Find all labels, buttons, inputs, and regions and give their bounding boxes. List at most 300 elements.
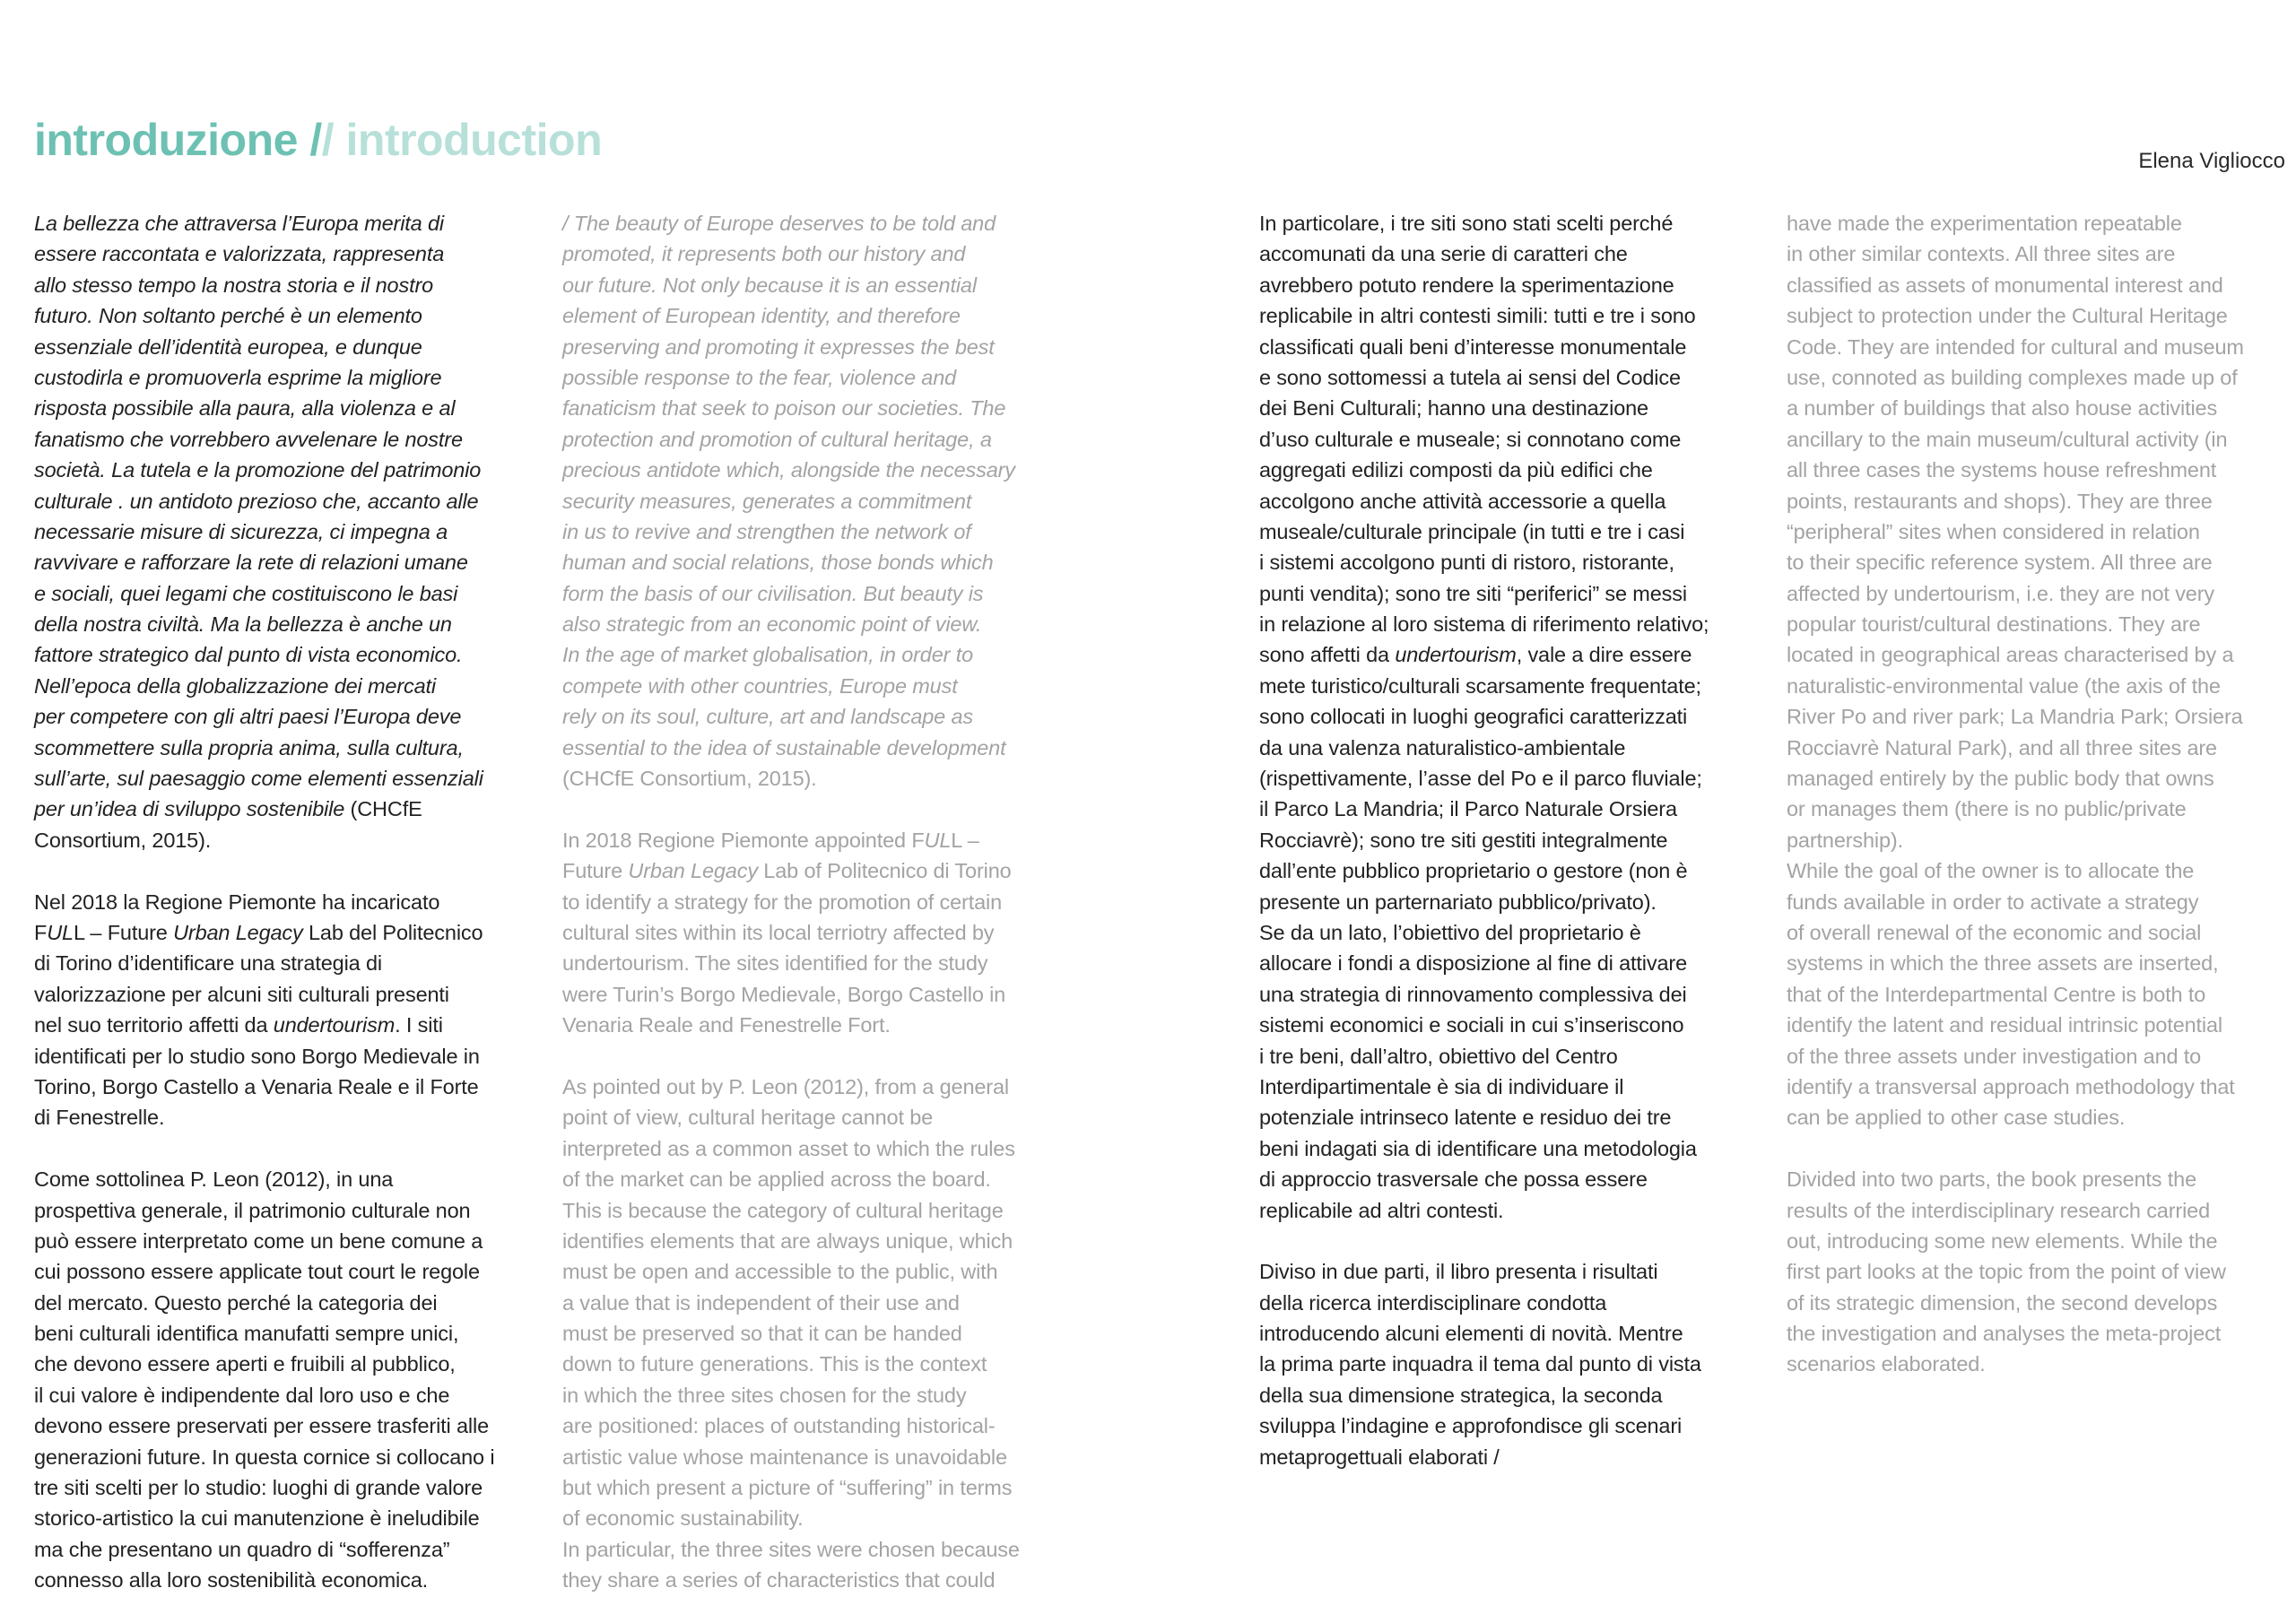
text-line <box>34 1041 494 1072</box>
text-line <box>34 887 494 917</box>
italic-text: scommettere sulla propria anima, sulla cultura, <box>34 735 464 759</box>
text-line <box>1787 547 2244 577</box>
text-span: have made the experimentation repeatable <box>1787 212 2182 235</box>
text-line <box>34 455 494 485</box>
text-line <box>1259 393 1709 423</box>
text-line <box>1259 1133 1709 1164</box>
text-span: identificati per lo studio sono Borgo Medievale in <box>34 1044 480 1068</box>
text-span: While the goal of the owner is to allocate the <box>1787 859 2195 883</box>
italic-text: security measures, generates a commitment <box>562 489 972 513</box>
text-span: ancillary to the main museum/cultural activity (in <box>1787 427 2228 451</box>
text-span: tre siti scelti per lo studio: luoghi di grande valore <box>34 1476 483 1500</box>
text-line <box>562 362 1020 393</box>
italic-text: e sociali, quei legami che costituiscono le basi <box>34 581 458 605</box>
text-line <box>1259 763 1709 794</box>
text-line <box>1259 362 1709 393</box>
text-line <box>1787 1226 2244 1256</box>
text-span: prospettiva generale, il patrimonio culturale non <box>34 1198 471 1222</box>
text-span: . I siti <box>395 1013 443 1037</box>
text-line <box>34 639 494 670</box>
text-span: allocare i fondi a disposizione al fine di attivare <box>1259 951 1687 976</box>
column-italian-right <box>1259 208 1709 1472</box>
paragraph-break <box>34 1133 494 1164</box>
text-line <box>562 300 1020 331</box>
text-line <box>34 609 494 639</box>
italic-text: also strategic from an economic point of view. <box>562 612 982 637</box>
text-line <box>562 424 1020 455</box>
text-span: As pointed out by P. Leon (2012), from a general <box>562 1074 1009 1098</box>
text-span: undertourism. The sites identified for the study <box>562 951 988 976</box>
text-line <box>562 855 1020 886</box>
text-line <box>1259 270 1709 300</box>
text-span: una strategia di rinnovamento complessiva dei <box>1259 982 1687 1006</box>
italic-text: essential to the idea of sustainable development <box>562 735 1006 759</box>
text-span: sono collocati in luoghi geografici caratterizzati <box>1259 705 1688 729</box>
text-span: di Torino d’identificare una strategia di <box>34 951 382 976</box>
text-line <box>1259 300 1709 331</box>
text-span: In particular, the three sites were chosen because <box>562 1537 1020 1561</box>
text-span: accolgono anche attività accessorie a quella <box>1259 489 1666 513</box>
italic-text: element of European identity, and therefore <box>562 304 961 328</box>
text-line <box>1787 424 2244 455</box>
text-line <box>34 948 494 978</box>
title-english: / introduction <box>321 114 603 165</box>
text-line <box>1787 763 2244 794</box>
text-line <box>1259 701 1709 732</box>
text-line <box>562 671 1020 701</box>
italic-text: allo stesso tempo la nostra storia e il nostro <box>34 273 434 297</box>
text-line <box>34 1503 494 1533</box>
text-span: F <box>34 920 48 944</box>
text-span: River Po and river park; La Mandria Park; Orsiera <box>1787 705 2243 729</box>
text-line <box>1259 424 1709 455</box>
text-span: Diviso in due parti, il libro presenta i risultati <box>1259 1260 1658 1284</box>
text-line <box>1259 979 1709 1010</box>
text-span: classificati quali beni d’interesse monumentale <box>1259 334 1687 359</box>
italic-text: UL <box>47 920 74 944</box>
text-span: da una valenza naturalistico-ambientale <box>1259 735 1626 759</box>
text-line <box>562 1565 1020 1595</box>
text-span: ma che presentano un quadro di “sofferenza” <box>34 1537 450 1561</box>
text-line <box>562 979 1020 1010</box>
text-line <box>1787 701 2244 732</box>
text-span: cui possono essere applicate tout court le regole <box>34 1260 480 1284</box>
text-span: identifies elements that are always unique, which <box>562 1228 1013 1253</box>
text-span: (CHCfE <box>344 797 422 821</box>
text-span: of the three assets under investigation and to <box>1787 1044 2202 1068</box>
text-span: la prima parte inquadra il tema dal punto di vista <box>1259 1352 1701 1376</box>
text-line <box>1259 1164 1709 1194</box>
text-line <box>34 979 494 1010</box>
text-line <box>1259 855 1709 886</box>
text-line <box>1787 1318 2244 1349</box>
text-span: of economic sustainability. <box>562 1506 804 1531</box>
text-line <box>1787 239 2244 269</box>
paragraph-break <box>562 1041 1020 1072</box>
text-span: down to future generations. This is the context <box>562 1352 987 1376</box>
italic-text: In the age of market globalisation, in order to <box>562 643 974 667</box>
text-span: nel suo territorio affetti da <box>34 1013 274 1037</box>
text-span: d’uso culturale e museale; si connotano come <box>1259 427 1682 451</box>
text-line <box>1787 208 2244 239</box>
text-line <box>562 208 1020 239</box>
text-line <box>1259 1256 1709 1287</box>
italic-text: fanatismo che vorrebbero avvelenare le nostre <box>34 427 463 451</box>
text-span: avrebbero potuto rendere la sperimentazione <box>1259 273 1674 297</box>
text-line <box>34 578 494 609</box>
text-span: identify a transversal approach methodology that <box>1787 1074 2235 1098</box>
text-line <box>34 917 494 948</box>
text-span: are positioned: places of outstanding historical- <box>562 1414 996 1438</box>
italic-text: Nell’epoca della globalizzazione dei mercati <box>34 673 436 698</box>
text-line <box>34 1010 494 1040</box>
text-span: introducendo alcuni elementi di novità. Mentre <box>1259 1322 1683 1346</box>
text-span: beni culturali identifica manufatti sempre unici, <box>34 1322 459 1346</box>
text-line <box>34 701 494 732</box>
text-line <box>34 1102 494 1133</box>
text-span: accomunati da una serie di caratteri che <box>1259 242 1628 266</box>
text-line <box>562 1164 1020 1194</box>
text-line <box>1787 917 2244 948</box>
text-line <box>1787 794 2244 824</box>
text-span: first part looks at the topic from the point of view <box>1787 1260 2226 1284</box>
text-line <box>34 270 494 300</box>
text-span: they share a series of characteristics that could <box>562 1568 996 1593</box>
text-line <box>1787 1072 2244 1102</box>
text-span: mete turistico/culturali scarsamente frequentate; <box>1259 673 1701 698</box>
text-span: use, connoted as building complexes made up of <box>1787 365 2238 389</box>
page-title <box>34 113 602 167</box>
text-span: e sono sottomessi a tutela ai sensi del Codice <box>1259 365 1681 389</box>
text-span: replicabile ad altri contesti. <box>1259 1198 1504 1222</box>
text-span: dei Beni Culturali; hanno una destinazione <box>1259 396 1648 421</box>
text-line <box>1259 486 1709 516</box>
text-line <box>562 948 1020 978</box>
text-span: connesso alla loro sostenibilità economica. <box>34 1568 428 1593</box>
text-span: Interdipartimentale è sia di individuare il <box>1259 1074 1624 1098</box>
text-line <box>1259 887 1709 917</box>
text-span: out, introducing some new elements. While the <box>1787 1228 2218 1253</box>
text-span: partnership). <box>1787 828 1903 852</box>
text-span: located in geographical areas characterised by a <box>1787 643 2234 667</box>
text-line <box>34 516 494 547</box>
text-line <box>34 1534 494 1565</box>
text-span: identify the latent and residual intrinsic potential <box>1787 1013 2222 1037</box>
text-line <box>562 1256 1020 1287</box>
text-span: dall’ente pubblico proprietario o gestore (non è <box>1259 859 1688 883</box>
text-span: systems in which the three assets are inserted, <box>1787 951 2219 976</box>
italic-text: Urban Legacy <box>173 920 303 944</box>
italic-text: undertourism <box>1395 643 1517 667</box>
text-span: museale/culturale principale (in tutti e tre i casi <box>1259 519 1685 543</box>
text-line <box>1259 516 1709 547</box>
text-line <box>34 1318 494 1349</box>
text-span: i tre beni, dall’altro, obiettivo del Centro <box>1259 1044 1618 1068</box>
italic-text: rely on its soul, culture, art and landscape as <box>562 705 973 729</box>
text-line <box>1259 578 1709 609</box>
italic-text: custodirla e promuoverla esprime la migliore <box>34 365 442 389</box>
text-span: in which the three sites chosen for the study <box>562 1383 967 1407</box>
text-line <box>1787 887 2244 917</box>
text-line <box>562 609 1020 639</box>
text-span: del mercato. Questo perché la categoria dei <box>34 1290 438 1315</box>
text-line <box>1787 270 2244 300</box>
text-span: metaprogettuali elaborati / <box>1259 1445 1500 1469</box>
text-line <box>1787 1195 2244 1226</box>
text-span: all three cases the systems house refreshment <box>1787 458 2217 482</box>
text-line <box>562 1349 1020 1379</box>
text-line <box>1259 332 1709 362</box>
text-span: Divided into two parts, the book presents the <box>1787 1167 2196 1192</box>
text-span: della sua dimensione strategica, la seconda <box>1259 1383 1663 1407</box>
italic-text: risposta possibile alla paura, alla violenza e al <box>34 396 456 421</box>
text-line <box>562 1133 1020 1164</box>
text-span: il cui valore è indipendente dal loro uso e che <box>34 1383 450 1407</box>
text-line <box>1259 1318 1709 1349</box>
paragraph-break <box>1259 1226 1709 1256</box>
text-span: points, restaurants and shops). They are three <box>1787 489 2213 513</box>
text-span: Code. They are intended for cultural and museum <box>1787 334 2244 359</box>
italic-text: undertourism <box>273 1013 396 1037</box>
text-span: classified as assets of monumental interest and <box>1787 273 2223 297</box>
text-span: subject to protection under the Cultural Heritage <box>1787 304 2228 328</box>
text-line <box>1259 639 1709 670</box>
text-span: replicabile in altri contesti simili: tutti e tre i sono <box>1259 304 1696 328</box>
text-span: or manages them (there is no public/private <box>1787 797 2187 821</box>
text-line <box>1259 455 1709 485</box>
text-line <box>34 239 494 269</box>
italic-text: promoted, it represents both our history and <box>562 242 966 266</box>
text-line <box>34 1565 494 1595</box>
text-line <box>562 516 1020 547</box>
text-line <box>1787 578 2244 609</box>
text-line <box>34 763 494 794</box>
text-line <box>34 362 494 393</box>
text-line <box>34 300 494 331</box>
text-span: In 2018 Regione Piemonte appointed F <box>562 828 925 852</box>
text-line <box>562 239 1020 269</box>
text-line <box>562 270 1020 300</box>
text-span: sono affetti da <box>1259 643 1396 667</box>
text-line <box>34 547 494 577</box>
text-line <box>562 455 1020 485</box>
text-line <box>562 1442 1020 1472</box>
italic-text: human and social relations, those bonds which <box>562 551 994 575</box>
text-span: che devono essere aperti e fruibili al pubblico, <box>34 1352 456 1376</box>
paragraph-break <box>1787 1133 2244 1164</box>
text-span: storico-artistico la cui manutenzione è ineludibile <box>34 1506 480 1531</box>
italic-text: essenziale dell’identità europea, e dunque <box>34 334 422 359</box>
italic-text: our future. Not only because it is an essential <box>562 273 977 297</box>
italic-text: precious antidote which, alongside the necessary <box>562 458 1015 482</box>
text-span: punti vendita); sono tre siti “periferici” se messi <box>1259 581 1687 605</box>
text-line <box>562 763 1020 794</box>
text-span: Venaria Reale and Fenestrelle Fort. <box>562 1013 891 1037</box>
text-line <box>1259 671 1709 701</box>
text-line <box>1259 609 1709 639</box>
text-span: results of the interdisciplinary research carried <box>1787 1198 2210 1222</box>
title-italian: introduzione / <box>34 114 322 165</box>
text-span: può essere interpretato come un bene comune a <box>34 1228 483 1253</box>
column-english-left <box>562 208 1020 1596</box>
text-span: to their specific reference system. All three are <box>1787 551 2213 575</box>
text-span: (CHCfE Consortium, 2015). <box>562 767 817 791</box>
text-span: must be open and accessible to the public, with <box>562 1260 998 1284</box>
text-span: in relazione al loro sistema di riferimento relativo; <box>1259 612 1709 637</box>
italic-text: preserving and promoting it expresses the best <box>562 334 995 359</box>
text-line <box>1787 979 2244 1010</box>
text-span: the investigation and analyses the meta-project <box>1787 1322 2222 1346</box>
text-span: di approccio trasversale che possa essere <box>1259 1167 1648 1192</box>
text-line <box>34 1072 494 1102</box>
text-line <box>562 1010 1020 1040</box>
text-span: artistic value whose maintenance is unavoidable <box>562 1445 1007 1469</box>
text-line <box>562 578 1020 609</box>
text-span: scenarios elaborated. <box>1787 1352 1986 1376</box>
text-line <box>1259 1195 1709 1226</box>
italic-text: futuro. Non soltanto perché è un elemento <box>34 304 422 328</box>
text-line <box>34 1472 494 1503</box>
text-span: but which present a picture of “suffering” in terms <box>562 1476 1013 1500</box>
text-line <box>1259 1442 1709 1472</box>
text-span: L – Future <box>73 920 174 944</box>
text-line <box>562 1380 1020 1410</box>
text-span: affected by undertourism, i.e. they are not very <box>1787 581 2214 605</box>
text-line <box>1787 671 2244 701</box>
text-line <box>34 486 494 516</box>
italic-text: fanaticism that seek to poison our societies. The <box>562 396 1006 421</box>
italic-text: La bellezza che attraversa l’Europa merita di <box>34 212 444 235</box>
text-span: a value that is independent of their use and <box>562 1290 960 1315</box>
text-span: Se da un lato, l’obiettivo del proprietario è <box>1259 920 1641 944</box>
text-line <box>1787 516 2244 547</box>
text-line <box>34 208 494 239</box>
italic-text: essere raccontata e valorizzata, rappresenta <box>34 242 445 266</box>
text-line <box>1787 1256 2244 1287</box>
text-line <box>562 393 1020 423</box>
text-span: Consortium, 2015). <box>34 828 212 852</box>
italic-text: necessarie misure di sicurezza, ci impegna a <box>34 519 448 543</box>
text-span: of overall renewal of the economic and social <box>1787 920 2202 944</box>
text-span: naturalistic-environmental value (the axis of the <box>1787 673 2221 698</box>
text-line <box>562 332 1020 362</box>
text-span: Nel 2018 la Regione Piemonte ha incaricato <box>34 890 440 914</box>
text-line <box>1787 1288 2244 1318</box>
text-line <box>34 393 494 423</box>
text-span: Come sottolinea P. Leon (2012), in una <box>34 1167 394 1192</box>
text-span: Torino, Borgo Castello a Venaria Reale e il Forte <box>34 1074 479 1098</box>
text-line <box>1787 825 2244 855</box>
text-line <box>1787 855 2244 886</box>
text-span: in other similar contexts. All three sites are <box>1787 242 2176 266</box>
text-line <box>1787 609 2244 639</box>
text-line <box>34 1164 494 1194</box>
paragraph-break <box>34 855 494 886</box>
text-line <box>34 825 494 855</box>
text-span: generazioni future. In questa cornice si collocano i <box>34 1445 495 1469</box>
text-line <box>1259 1072 1709 1102</box>
text-span: L – <box>951 828 979 852</box>
text-line <box>1259 1380 1709 1410</box>
italic-text: protection and promotion of cultural heritage, a <box>562 427 992 451</box>
text-line <box>34 733 494 763</box>
text-span: potenziale intrinseco latente e residuo dei tre <box>1259 1106 1672 1130</box>
text-line <box>1787 300 2244 331</box>
text-line <box>1259 208 1709 239</box>
text-span: Rocciavrè Natural Park), and all three sites are <box>1787 735 2217 759</box>
text-span: , vale a dire essere <box>1516 643 1692 667</box>
italic-text: ravvivare e rafforzare la rete di relazioni umane <box>34 551 468 575</box>
text-line <box>1787 639 2244 670</box>
text-span: (rispettivamente, l’asse del Po e il parco fluviale; <box>1259 767 1702 791</box>
italic-text: / The beauty of Europe deserves to be told and <box>562 212 996 235</box>
italic-text: fattore strategico dal punto di vista economico. <box>34 643 463 667</box>
text-line <box>562 639 1020 670</box>
text-line <box>34 1226 494 1256</box>
text-span: sviluppa l’indagine e approfondisce gli scenari <box>1259 1414 1683 1438</box>
text-line <box>1259 948 1709 978</box>
italic-text: Urban Legacy <box>628 859 758 883</box>
text-span: beni indagati sia di identificare una metodologia <box>1259 1136 1697 1160</box>
text-line <box>562 1534 1020 1565</box>
text-span: funds available in order to activate a strategy <box>1787 890 2199 914</box>
text-span: to identify a strategy for the promotion of certain <box>562 890 1003 914</box>
text-line <box>1787 1102 2244 1133</box>
text-span: Lab del Politecnico <box>302 920 483 944</box>
text-line <box>1787 733 2244 763</box>
text-line <box>562 887 1020 917</box>
text-span: interpreted as a common asset to which the rules <box>562 1136 1015 1160</box>
text-line <box>34 671 494 701</box>
text-line <box>1259 239 1709 269</box>
text-line <box>1787 393 2244 423</box>
text-line <box>1787 362 2244 393</box>
text-line <box>562 701 1020 732</box>
text-line <box>1787 948 2244 978</box>
text-line <box>1787 332 2244 362</box>
text-line <box>34 1380 494 1410</box>
italic-text: per competere con gli altri paesi l’Europa deve <box>34 705 462 729</box>
text-line <box>1259 547 1709 577</box>
text-span: This is because the category of cultural heritage <box>562 1198 1004 1222</box>
italic-text: in us to revive and strengthen the network of <box>562 519 971 543</box>
text-line <box>562 825 1020 855</box>
text-span: cultural sites within its local terriotry affected by <box>562 920 995 944</box>
text-line <box>1259 1288 1709 1318</box>
italic-text: possible response to the fear, violence and <box>562 365 957 389</box>
text-line <box>34 1288 494 1318</box>
text-line <box>562 486 1020 516</box>
text-line <box>1787 1010 2244 1040</box>
text-line <box>562 547 1020 577</box>
text-line <box>562 1072 1020 1102</box>
text-line <box>562 1410 1020 1441</box>
text-line <box>562 1226 1020 1256</box>
italic-text: per un’idea di sviluppo sostenibile <box>34 797 345 821</box>
text-line <box>34 1195 494 1226</box>
text-span: aggregati edilizi composti da più edifici che <box>1259 458 1653 482</box>
text-span: of the market can be applied across the board. <box>562 1167 991 1192</box>
text-span: In particolare, i tre siti sono stati scelti perché <box>1259 212 1674 235</box>
text-span: managed entirely by the public body that owns <box>1787 767 2214 791</box>
text-line <box>562 1503 1020 1533</box>
text-span: were Turin’s Borgo Medievale, Borgo Castello in <box>562 982 1006 1006</box>
text-line <box>34 1256 494 1287</box>
text-span: a number of buildings that also house activities <box>1787 396 2218 421</box>
text-line <box>562 917 1020 948</box>
text-line <box>34 1410 494 1441</box>
text-span: can be applied to other case studies. <box>1787 1106 2126 1130</box>
